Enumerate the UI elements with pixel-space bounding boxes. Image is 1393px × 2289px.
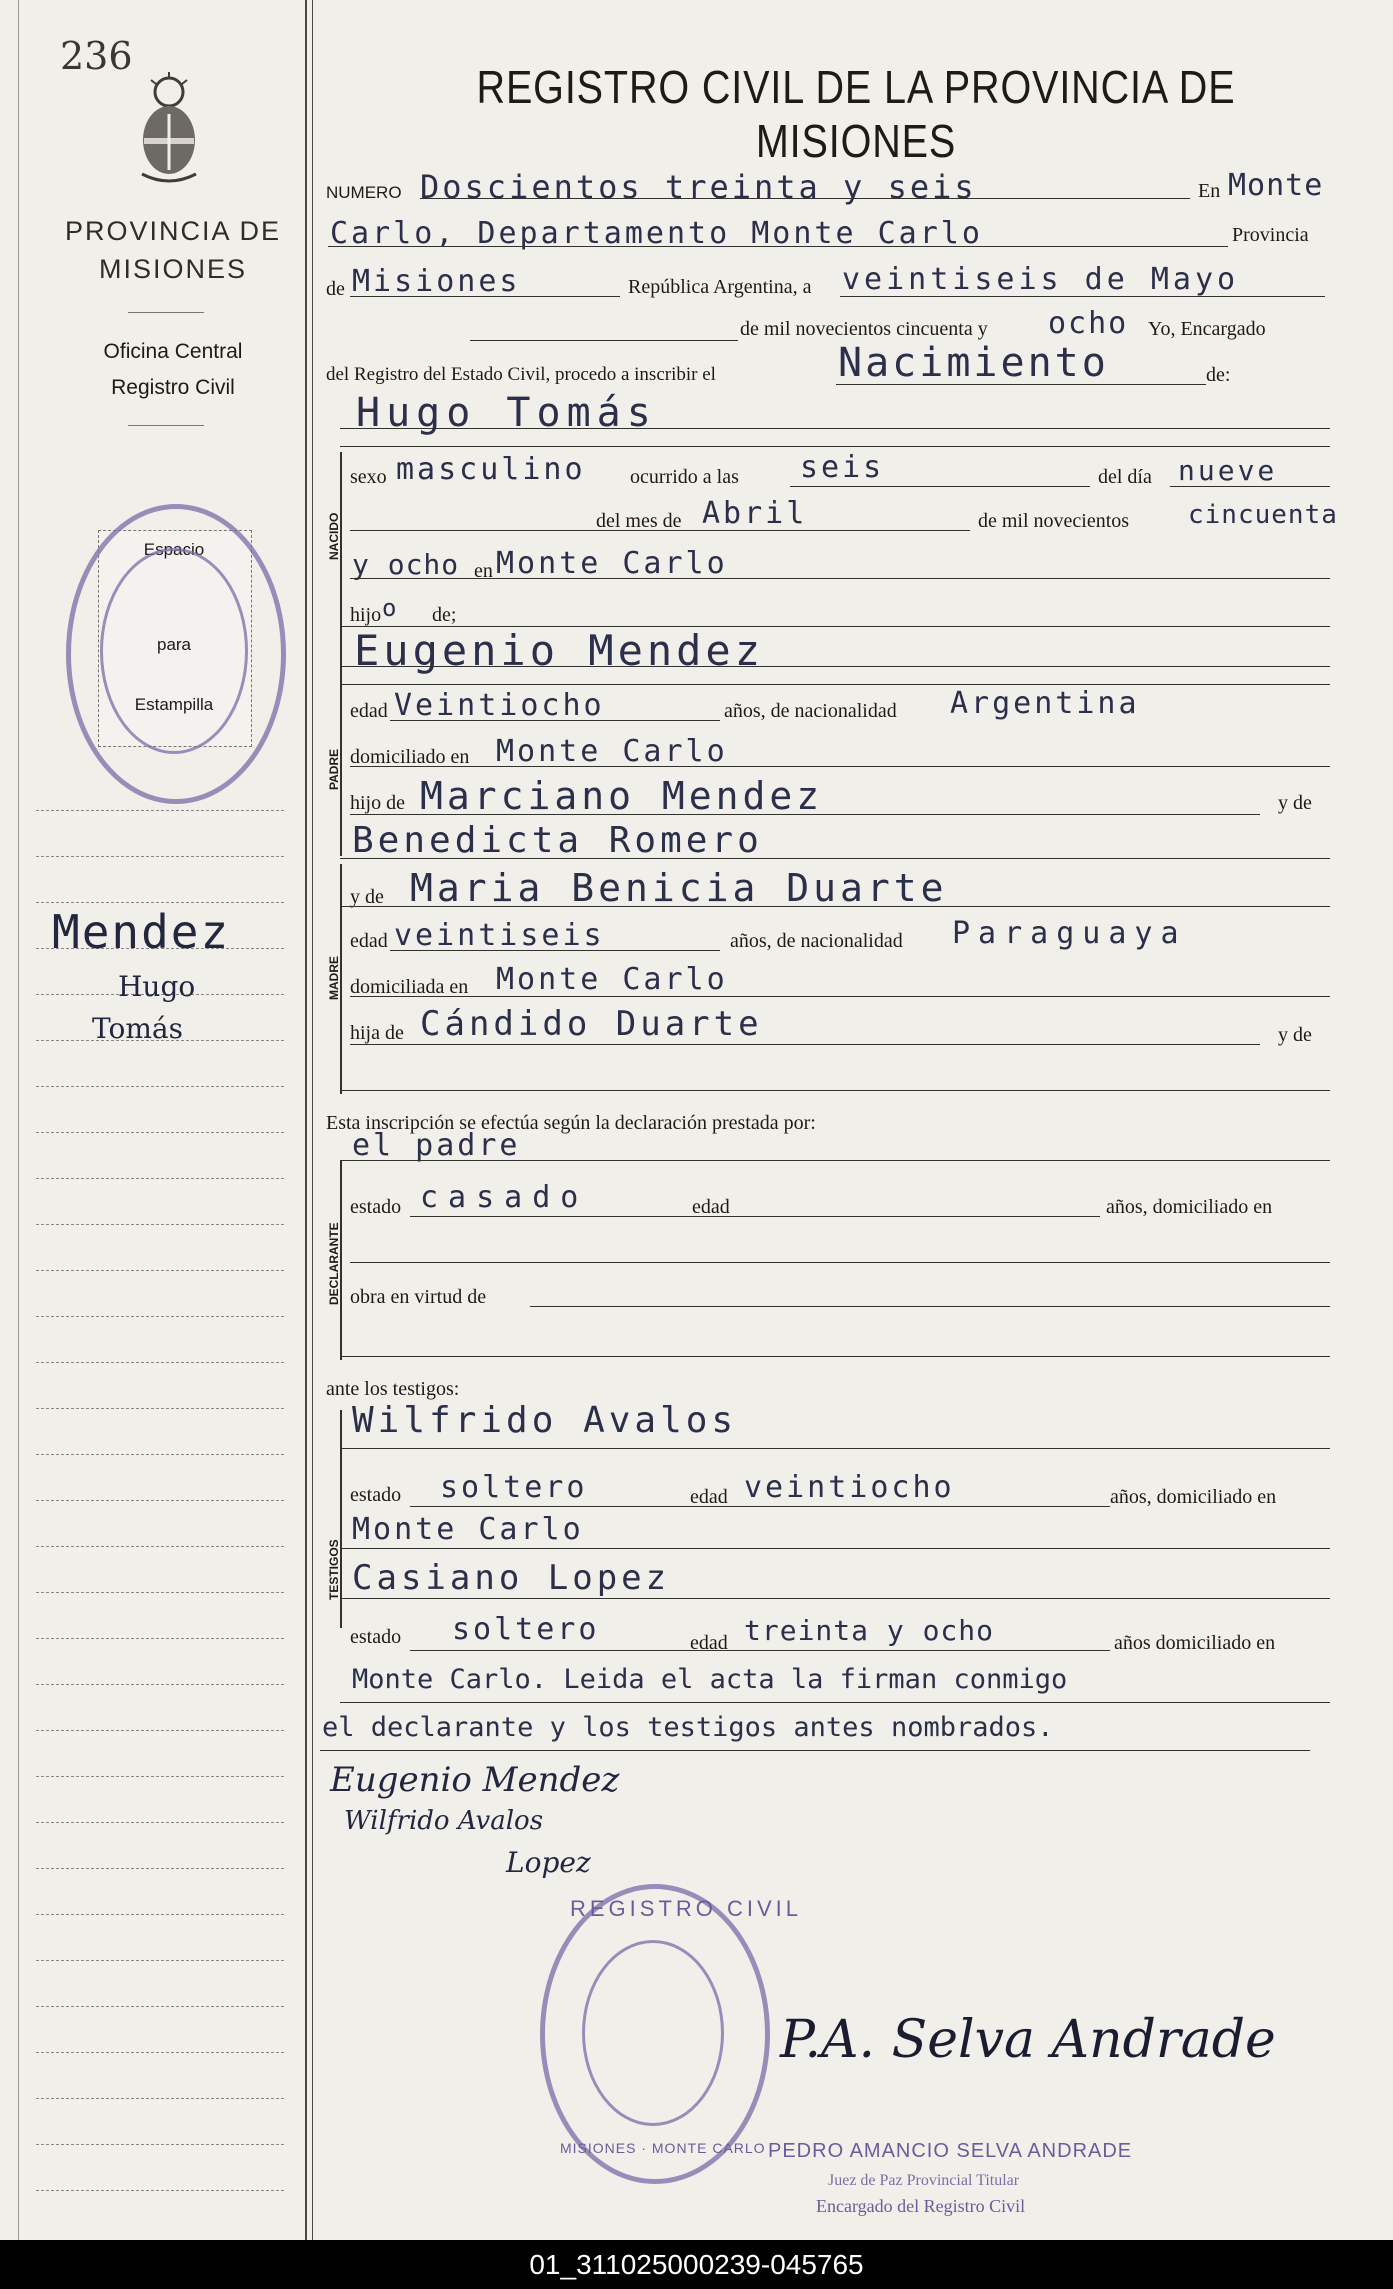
testigo-2-dom-line: Monte Carlo. Leida el acta la firman conmigo (352, 1664, 1068, 1695)
testigo-2-dom-line-2: el declarante y los testigos antes nombrados. (322, 1712, 1054, 1743)
numero-value: Doscientos treinta y seis (420, 168, 977, 206)
madre-nac-value: Paraguaya (952, 916, 1187, 951)
dia-label: del día (1098, 466, 1152, 488)
margin-rule-line (36, 1638, 284, 1639)
declarante-estado-label: estado (350, 1196, 402, 1218)
document-title: REGISTRO CIVIL DE LA PROVINCIA DE MISIONES (476, 61, 1236, 167)
margin-rule-line (36, 1546, 284, 1547)
registro-civil-stamp-2-inner (582, 1940, 724, 2126)
coat-of-arms-icon (138, 70, 200, 190)
margin-note-surname: Mendez (52, 905, 231, 959)
registro-civil-stamp-1-inner (100, 548, 248, 754)
sexo-value: masculino (396, 452, 586, 487)
nacido-section-label: NACIDO (327, 512, 341, 560)
margin-rule-line (36, 1086, 284, 1087)
margin-rule-line (36, 1408, 284, 1409)
margin-rule-line (36, 810, 284, 811)
office-line-1: Oficina Central (103, 340, 243, 363)
margin-rule-line (36, 856, 284, 857)
witness-signature: Wilfrido Avalos (344, 1806, 544, 1836)
margin-rule-line (36, 1684, 284, 1685)
testigo-2-name: Casiano Lopez (352, 1558, 671, 1598)
margin-rule-line (36, 1270, 284, 1271)
padre-dom-value: Monte Carlo (496, 734, 728, 769)
madre-yde2-label: y de (1278, 1024, 1312, 1046)
madre-dom-value: Monte Carlo (496, 962, 728, 997)
document-id-footer: 01_311025000239-045765 (0, 2240, 1393, 2289)
inscribe-value: Nacimiento (838, 340, 1109, 386)
declarante-obra-label: obra en virtud de (350, 1286, 487, 1308)
testigos-section-label: TESTIGOS (327, 1539, 341, 1600)
padre-name: Eugenio Mendez (354, 626, 765, 675)
encargado-label: Yo, Encargado (1148, 318, 1266, 340)
margin-rule-line (36, 1132, 284, 1133)
en-label: En (1198, 180, 1221, 202)
margin-rule-line (36, 2006, 284, 2007)
inscribe-label: del Registro del Estado Civil, procedo a inscribir el (326, 364, 716, 385)
officer-role-2: Encargado del Registro Civil (816, 2196, 1026, 2216)
stamp-space-label-1: Espacio (143, 540, 205, 559)
margin-rule-line (36, 1592, 284, 1593)
padre-madre-value: Benedicta Romero (352, 820, 763, 861)
margin-rule-line (36, 1362, 284, 1363)
nacido-en-label: en (474, 560, 493, 582)
en-value-1: Monte (1228, 168, 1324, 203)
margin-rule-line (36, 1454, 284, 1455)
madre-anios-label: años, de nacionalidad (730, 930, 903, 952)
padre-hijo-label: hijo de (350, 792, 405, 814)
declarante-edad-label: edad (692, 1196, 730, 1218)
mes-label: del mes de (596, 510, 682, 532)
margin-rule-line (36, 1178, 284, 1179)
testigo-2-estado-value: soltero (452, 1612, 600, 1647)
padre-edad-value: Veintiocho (394, 688, 605, 723)
hijo-label: hijo (350, 604, 382, 626)
hijo-value: o (382, 594, 400, 622)
margin-rule-line (36, 2190, 284, 2191)
margin-rule-line (36, 1316, 284, 1317)
padre-edad-label: edad (350, 700, 388, 722)
de-label: de (326, 278, 345, 300)
date-value: veintiseis de Mayo (842, 262, 1240, 297)
margin-rule-line (36, 1776, 284, 1777)
stamp-space-label-3: Estampilla (134, 695, 214, 714)
margin-divider-line-2 (312, 0, 313, 2240)
mes-value: Abril (702, 496, 808, 531)
madre-hija-value: Cándido Duarte (420, 1004, 763, 1044)
hora-value: seis (800, 450, 885, 485)
declarante-section-label: DECLARANTE (327, 1222, 341, 1305)
declarante-name: el padre (352, 1128, 521, 1163)
madre-hija-label: hija de (350, 1022, 404, 1044)
margin-rule-line (36, 1822, 284, 1823)
margin-rule-line (36, 1224, 284, 1225)
witness-2-signature: Lopez (506, 1846, 591, 1879)
anio-value: cincuenta (1188, 500, 1338, 530)
declarant-signature: Eugenio Mendez (330, 1760, 620, 1800)
de-value: Misiones (352, 264, 521, 299)
en-value-2: Carlo, Departamento Monte Carlo (330, 216, 983, 251)
padre-yde-label: y de (1278, 792, 1312, 814)
margin-note-name-2: Tomás (92, 1012, 183, 1045)
lugar-value: Monte Carlo (496, 546, 728, 581)
testigo-1-anios-label: años, domiciliado en (1110, 1486, 1277, 1508)
margin-rule-line (36, 902, 284, 903)
madre-edad-label: edad (350, 930, 388, 952)
madre-yde-label: y de (350, 886, 384, 908)
provincia-label: Provincia (1232, 224, 1309, 246)
margin-rule-line (36, 1914, 284, 1915)
officer-signature: P.A. Selva Andrade (780, 2010, 1276, 2070)
declarante-anios-label: años, domiciliado en (1106, 1196, 1273, 1218)
declarante-estado-value: casado (420, 1180, 589, 1215)
testigo-1-estado-value: soltero (440, 1470, 588, 1505)
dia-value: nueve (1178, 454, 1278, 487)
stamp-2-bottom: MISIONES · MONTE CARLO (560, 2140, 766, 2156)
padre-anios-label: años, de nacionalidad (724, 700, 897, 722)
madre-edad-value: veintiseis (394, 918, 605, 953)
year-label: de mil novecientos cincuenta y (740, 318, 988, 340)
stamp-space-label-2: para (156, 635, 192, 654)
testigo-1-dom: Monte Carlo (352, 1512, 584, 1547)
folio-number: 236 (60, 34, 133, 78)
testigo-1-name: Wilfrido Avalos (352, 1400, 738, 1441)
padre-dom-label: domiciliado en (350, 746, 470, 768)
margin-rule-line (36, 2098, 284, 2099)
numero-label: NUMERO (326, 183, 402, 202)
testigo-2-edad-label: edad (690, 1632, 728, 1654)
madre-section-label: MADRE (327, 956, 341, 1000)
nacido-de-label: de; (432, 604, 457, 626)
province-name: PROVINCIA DE MISIONES (64, 216, 282, 284)
office-line-2: Registro Civil (111, 376, 235, 399)
officer-role-1: Juez de Paz Provincial Titular (828, 2172, 1020, 2189)
sexo-label: sexo (350, 466, 387, 488)
anio-value-2: y ocho (352, 548, 460, 581)
nacido-name: Hugo Tomás (356, 390, 657, 436)
padre-section-label: PADRE (327, 748, 341, 790)
testigo-1-edad-label: edad (690, 1486, 728, 1508)
margin-rule-line (36, 1500, 284, 1501)
testigos-intro: ante los testigos: (326, 1378, 460, 1400)
margin-rule-line (36, 2052, 284, 2053)
year-value: ocho (1048, 306, 1129, 341)
margin-rule-line (36, 1960, 284, 1961)
margin-divider-line (305, 0, 307, 2240)
madre-dom-label: domiciliada en (350, 976, 469, 998)
testigo-1-estado-label: estado (350, 1484, 402, 1506)
testigo-1-edad-value: veintiocho (744, 1470, 955, 1505)
de2-label: de: (1206, 364, 1231, 386)
anio-label: de mil novecientos (978, 510, 1130, 532)
stamp-2-text: REGISTRO CIVIL (570, 1896, 803, 1921)
testigo-2-anios-label: años domiciliado en (1114, 1632, 1276, 1654)
testigo-2-estado-label: estado (350, 1626, 402, 1648)
margin-note-name-1: Hugo (118, 970, 196, 1003)
testigo-2-edad-value: treinta y ocho (744, 1614, 995, 1647)
republica-label: República Argentina, a (628, 276, 812, 298)
declarante-intro: Esta inscripción se efectúa según la declaración prestada por: (326, 1112, 816, 1134)
margin-rule-line (36, 2144, 284, 2145)
officer-name: PEDRO AMANCIO SELVA ANDRADE (768, 2140, 1133, 2162)
margin-rule-line (36, 1730, 284, 1731)
padre-nac-value: Argentina (950, 686, 1140, 721)
padre-hijo-value: Marciano Mendez (420, 774, 824, 818)
margin-rule-line (36, 1868, 284, 1869)
left-margin-line (18, 0, 19, 2240)
madre-name: Maria Benicia Duarte (410, 866, 948, 910)
ocurrido-label: ocurrido a las (630, 466, 739, 488)
